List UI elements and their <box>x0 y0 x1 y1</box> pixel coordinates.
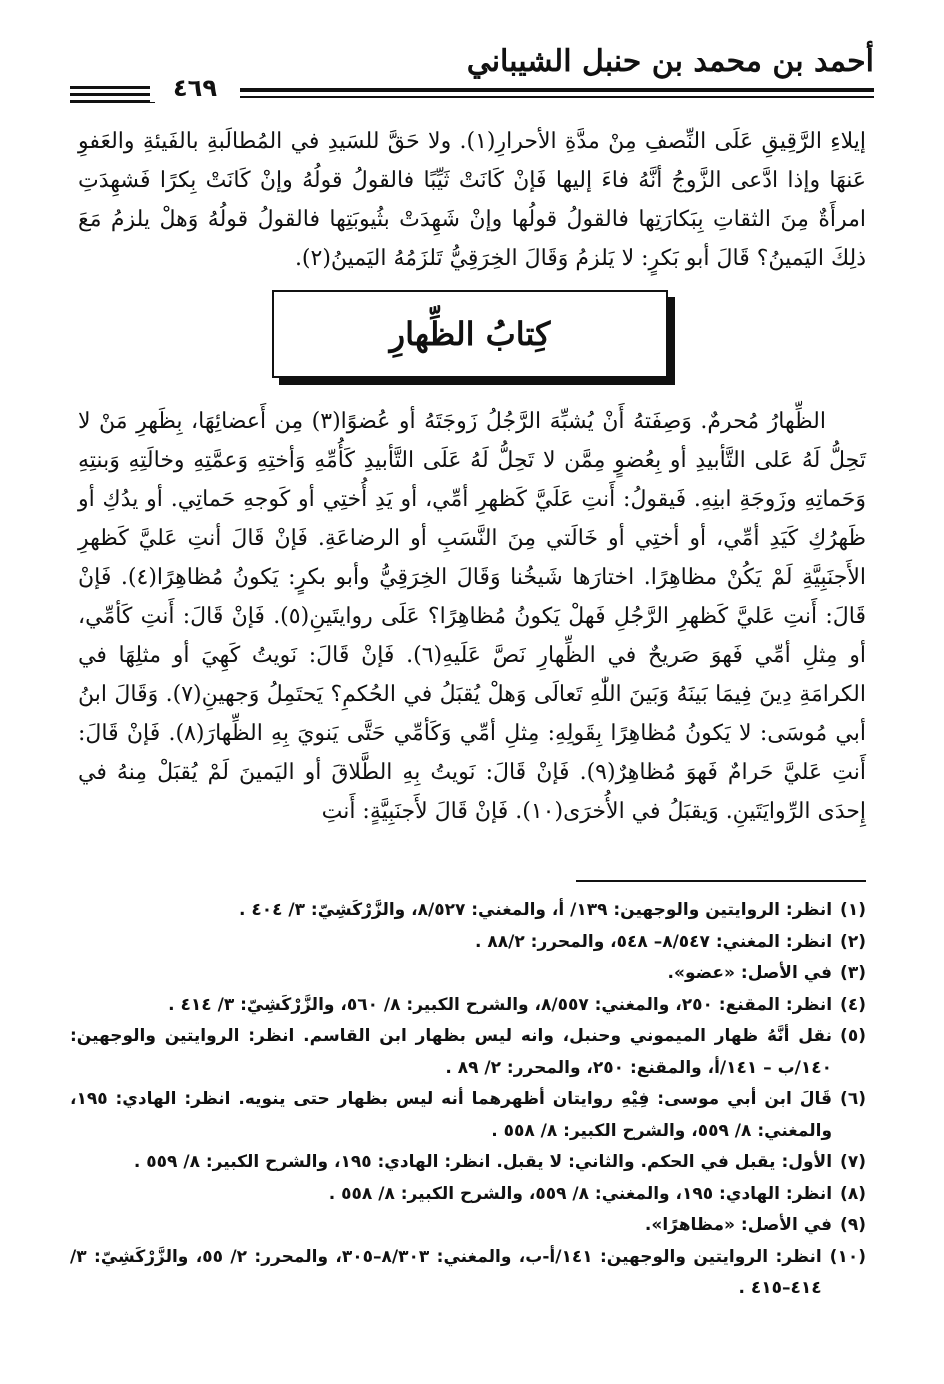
footnote <box>70 1179 866 1211</box>
footnote <box>70 927 866 959</box>
footnote-text: قَالَ ابن أبي موسى: فِيْهِ روايتان أظهرهما أنه ليس بظهار حتى ينويه. انظر: الهادي: ١٩٥، والمغني: ٨/ ٥٥٩، والشرح الكبير: ٨/ ٥٥٨ . <box>70 1089 833 1141</box>
footnote-number: (٨) <box>840 1183 866 1204</box>
footnote-text: الأول: يقبل في الحكم. والثاني: لا يقبل. انظر: الهادي: ١٩٥، والشرح الكبير: ٨/ ٥٥٩ . <box>133 1152 833 1172</box>
footnote-number: (٣) <box>840 963 866 983</box>
footnote <box>70 990 866 1022</box>
page-header <box>70 40 874 110</box>
footnote-text: في الأصل: «عضو». <box>667 963 833 983</box>
footnote-text: انظر: الروايتين والوجهين: ١٣٩/ أ، والمغني: ٨/٥٢٧، والزَّرْكَشِيّ: ٣/ ٤٠٤ . <box>238 900 833 920</box>
intro-paragraph: إيلاءِ الرَّقِيقِ عَلَى النِّصفِ مِنْ مدَّةِ الأحرارِ(١). ولا حَقَّ للسَيدِ في المُطالَبةِ بالفَيئةِ والعَفوِ عَنهَا وإذا ادَّعى الزَّوجُ أنَّهُ فاءَ إليها فَإنْ كَانَتْ ثَيِّبًا فالقولُ قولُهُ وإنْ كَانَتْ بِكرًا فَشهِدَتِ امرأَةٌ مِنَ الثقاتِ بِبَكارَتِها فالقولُ قولُها وإنْ شَهِدَتْ بثُيوبَتِها فالقولُ قولُهُ وَهلْ يلزمُ مَعَ ذلِكَ اليَمينُ؟ قَالَ أبو بَكرٍ: لا يَلزمُ وَقَالَ الخِرَقِيُّ تَلزَمُهُ اليَمينُ(٢). <box>78 129 866 271</box>
footnote-text: انظر: الروايتين والوجهين: ١٤١/أ-ب، والمغني: ٨/٣٠٣–٣٠٥، والمحرر: ٢/ ٥٥، والزَّرْكَشِيّ: ٣/ ٤١٤–٤١٥ . <box>70 1246 822 1298</box>
section-title-box <box>272 290 668 378</box>
footnote <box>70 1210 866 1242</box>
footnote-number: (١٠) <box>829 1246 866 1267</box>
footnote-number: (١) <box>840 900 866 920</box>
footnotes <box>70 895 866 1305</box>
footnote-text: في الأصل: «مظاهرًا». <box>644 1215 833 1235</box>
footnote-number: (٦) <box>840 1089 866 1109</box>
running-title: أحمد بن محمد بن حنبل الشيباني <box>466 44 874 79</box>
footnote <box>70 895 866 927</box>
footnote-text: انظر: المغني: ٨/٥٤٧– ٥٤٨، والمحرر: ٨٨/٢ . <box>475 931 833 952</box>
header-short-rule <box>70 93 155 96</box>
page-number: ٤٦٩ <box>150 74 240 102</box>
header-short-rule <box>70 100 155 103</box>
header-rule-thin <box>240 96 874 98</box>
section-title: كِتابُ الظِّهارِ <box>389 315 551 353</box>
footnote <box>70 1242 866 1305</box>
header-short-rule <box>70 86 155 89</box>
main-paragraph-block <box>78 402 866 831</box>
footnote-number: (٤) <box>840 994 866 1015</box>
footnote-separator <box>576 880 866 882</box>
main-paragraph: الظِّهارُ مُحرمٌ. وَصِفَتهُ أَنْ يُشبِّهَ الرَّجُلُ زَوجَتَهُ أو عُضوًا(٣) مِن أَعضائِهَا، بِظَهرِ مَنْ لا تَحِلُّ لَهُ عَلى التَّأبيدِ أو بِعُضوٍ مِمَّن لا تَحِلُّ لَهُ عَلَى التَّأبيدِ كَأُمِّهِ وَأختِهِ وَعمَّتِهِ وخالَتِهِ وَبنتِهِ وَحَماتِهِ وزَوجَةِ ابنِهِ. فَيقولُ: أَنتِ عَلَيَّ كَظهرِ أمِّي، أو يَدِ أُختِي أو كَوجهِ حَماتِي. أو يدُكِ أو ظَهرُكِ كَيَدِ أمِّي، أو أختِي أو خَالَتي مِنَ النَّسَبِ أو الرضاعَةِ. فَإنْ قَالَ أنتِ عَليَّ كَظهرِ الأَجنَبِيَّةِ لَمْ يَكُنْ مظاهِرًا. اختارَها شَيخُنا وَقَالَ الخِرَقِيُّ وأبو بكرٍ: يَكونُ مُظاهِرًا(٤). فَإنْ قَالَ: أَنتِ عَليَّ كَظهرِ الرَّجُلِ فَهلْ يَكونُ مُظاهِرًا؟ عَلَى روايتَينِ(٥). فَإنْ قَالَ: أَنتِ كَأمِّي، أو مِثلِ أمِّي فَهوَ صَريحٌ في الظِّهارِ نَصَّ عَلَيهِ(٦). فَإنْ قَالَ: نَويتُ كَهِيَ أو مثلِهَا في الكرامَةِ دِينَ فِيمَا بَينَهُ وَبَينَ اللّٰهِ تَعالَى وَهلْ يُقبَلُ في الحُكمِ؟ يَحتَمِلُ وَجهينِ(٧). وَقَالَ ابنُ أبي مُوسَى: لا يَكونُ مُظاهِرًا بِقَولِهِ: مِثلِ أمِّي وَكَأمِّي حَتَّى يَنويَ بِهِ الظِّهارَ(٨). فَإنْ قَالَ: أَنتِ عَليَّ حَرامٌ فَهوَ مُظاهِرٌ(٩). فَإنْ قَالَ: نَويتُ بِهِ الطَّلاقَ أو اليَمينَ لَمْ يُقبَلْ مِنهُ في إِحدَى الرِّوايَتَينِ. وَيقبَلُ في الأُخرَى(١٠). فَإنْ قَالَ لأَجنَبِيَّةٍ: أَنتِ <box>78 409 867 824</box>
footnote <box>70 1084 866 1147</box>
footnote <box>70 1021 866 1084</box>
footnote-number: (٩) <box>840 1215 866 1235</box>
footnote <box>70 958 866 990</box>
footnote-text: نقل أنَّهُ ظهار الميموني وحنبل، وانه ليس بظهار ابن القاسم. انظر: الروايتين والوجهين: ١٤٠/ب – ١٤١/أ، والمقنع: ٢٥٠، والمحرر: ٢/ ٨٩ . <box>70 1026 833 1078</box>
footnote-number: (٧) <box>840 1152 866 1172</box>
header-rule <box>240 88 874 92</box>
footnote <box>70 1147 866 1179</box>
intro-paragraph-block <box>78 122 866 278</box>
footnote-text: انظر: المقنع: ٢٥٠، والمغني: ٨/٥٥٧، والشرح الكبير: ٨/ ٥٦٠، والزَّرْكَشِيّ: ٣/ ٤١٤ . <box>168 994 833 1015</box>
footnote-number: (٢) <box>840 931 866 952</box>
footnote-number: (٥) <box>840 1026 866 1046</box>
footnote-text: انظر: الهادي: ١٩٥، والمغني: ٨/ ٥٥٩، والشرح الكبير: ٨/ ٥٥٨ . <box>328 1183 833 1204</box>
